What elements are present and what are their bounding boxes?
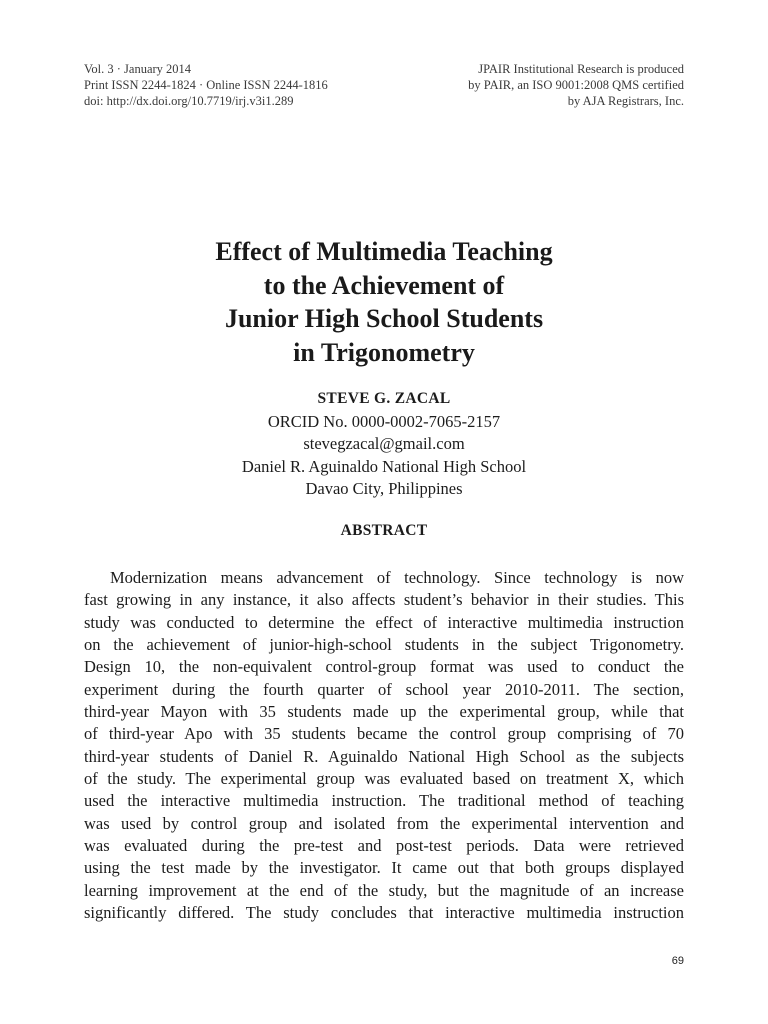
title-line-4: in Trigonometry [293,337,475,367]
author-orcid: ORCID No. 0000-0002-7065-2157 [267,411,501,431]
author-block [84,388,684,501]
publisher-line-3: by AJA Registrars, Inc. [567,94,684,108]
abstract-body [84,567,684,925]
abstract-line: Modernization means advancement of technology. Since technology is now [110,568,684,587]
title-line-1: Effect of Multimedia Teaching [215,237,553,266]
abstract-line: of the study. The experimental group was evaluated based on treatment X, which [84,769,684,789]
volume-line: Vol. 3 · January 2014 [84,62,192,76]
author-location: Davao City, Philippines [305,479,463,499]
abstract-line: of third-year Apo with 35 students became the control group comprising of 70 [84,724,684,744]
author-affiliation: Daniel R. Aguinaldo National High School [241,456,527,476]
publisher-line-2: by PAIR, an ISO 9001:2008 QMS certified [468,78,684,92]
abstract-line: using the test made by the investigator. It came out that both groups displayed [84,858,684,878]
author-email: stevegzacal@gmail.com [303,434,465,454]
page-number: 69 [671,955,684,967]
abstract-line: study was conducted to determine the effect of interactive multimedia instruction [84,612,684,632]
abstract-line: third-year Mayon with 35 students made up the experimental group, while that [84,702,684,722]
doi-line: doi: http://dx.doi.org/10.7719/irj.v3i1.289 [84,94,294,108]
abstract-line: fast growing in any instance, it also affects student’s behavior in their studies. This [84,590,684,610]
abstract-line: Design 10, the non-equivalent control-group format was used to conduct the [84,657,684,677]
journal-info [84,61,328,109]
abstract-line: used the interactive multimedia instruction. The traditional method of teaching [84,791,684,811]
publisher-line-1: JPAIR Institutional Research is produced [478,62,684,76]
abstract-line: on the achievement of junior-high-school students in the subject Trigonometry. [84,635,684,655]
paper-title [84,235,684,369]
abstract-line: experiment during the fourth quarter of school year 2010-2011. The section, [84,679,684,699]
abstract-line: was evaluated during the pre-test and post-test periods. Data were retrieved [84,836,684,856]
abstract-line: learning improvement at the end of the study, but the magnitude of an increase [84,880,684,900]
abstract-line: significantly differed. The study concludes that interactive multimedia instruction [84,903,684,923]
author-name: STEVE G. ZACAL [317,390,451,407]
title-line-3: Junior High School Students [224,304,544,333]
publisher-info [468,61,684,109]
abstract-heading: ABSTRACT [340,522,428,539]
abstract-line: was used by control group and isolated from the experimental intervention and [84,813,684,833]
issn-line: Print ISSN 2244-1824 · Online ISSN 2244-1816 [84,78,328,92]
abstract-line: third-year students of Daniel R. Aguinaldo National High School as the subjects [84,746,684,766]
title-line-2: to the Achievement of [263,270,505,300]
